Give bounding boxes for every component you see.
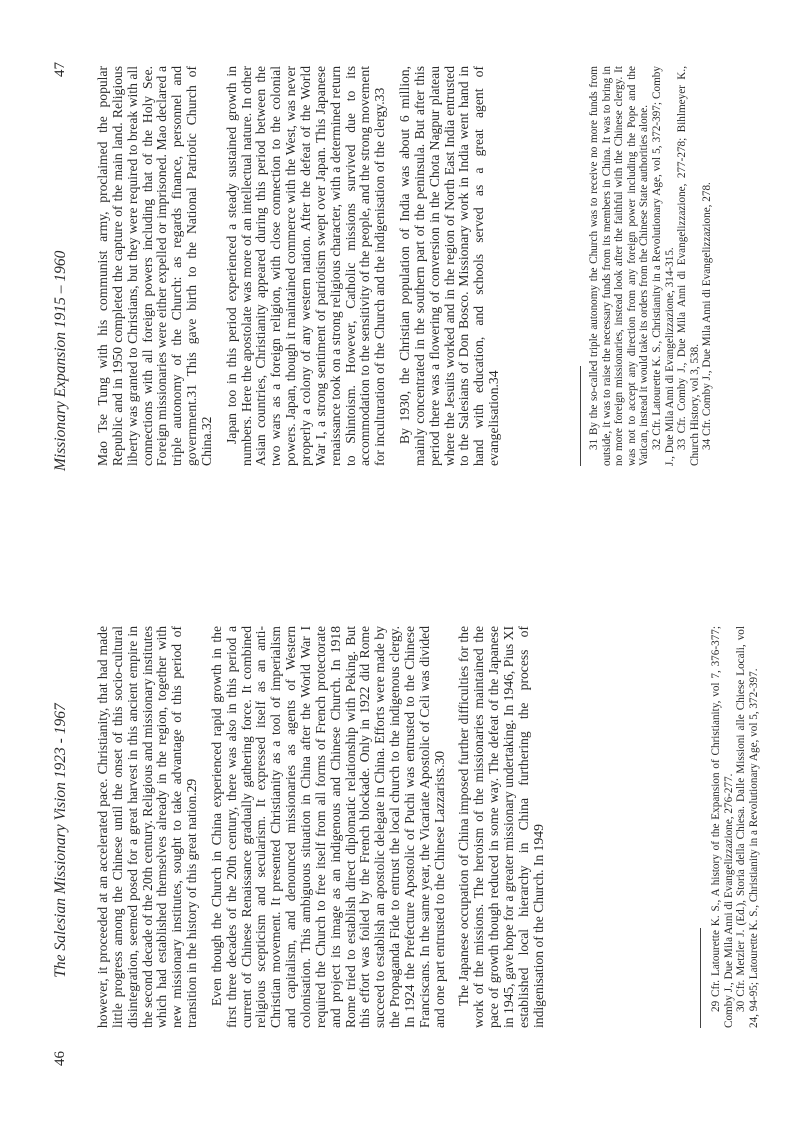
page-number: 47 [52,62,68,77]
footnote: 29 Cfr. Latourette K. S., A history of the Expansion of Christianity, vol 7, 376-377; Comby J., Due Mila Anni di Evangelizzazione, 276-277. [710,626,735,1028]
left-page [0,562,793,1123]
footnote-rule [700,928,701,1028]
paragraph-text: By 1930, the Christian population of India was about 6 million, mainly concentrated in the southern part of the peninsula. But after this period there was a flowering of conversion in the Chota Nagpur plateau where the Jesuits worked and in the region of North East India entrusted to the Salesians of Don Bosco. Missionary work in India went hand in hand with education, and schools served as a great agent of evangelisation.34 [397,66,502,466]
paragraph [96,66,215,466]
paragraph [225,66,388,466]
left-page-header [52,562,72,1123]
footnote-rule [580,366,581,466]
paragraph-text: Even though the Church in China experienced rapid growth in the first three decades of the 20th century, there was also in this period a current of Chinese Renaissance gradually gathering force. It combined religious scepticism and secularism. It expressed itself as an anti-Christian movement. It presented Christianity as a tool of imperialism and capitalism, and denounced missionaries as agents of Western colonisation. This ambiguous situation in China after the World War I required the Church to free itself from all forms of French protectorate and project its image as an indigenous and Chinese Church. In 1918 Rome tried to establish direct diplomatic relationship with Peking. But this effort was foiled by the French blockade. Only in 1922 did Rome succeed to establish an apostolic delegate in China. Efforts were made by the Propaganda Fide to entrust the local church to the indigenous clergy. In 1924 the Prefecture Apostolic of Puchi was entrusted to the Chinese Franciscans. In the same year, the Vicariate Apostolic of Celi was divided and one part entrusted to the Chinese Lazzarists.30 [208,626,447,1028]
paragraph-text: however, it proceeded at an accelerated pace. Christianity, that had made little progress among the Chinese until the onset of this socio-cultural disintegration, seemed posed for a great harvest in this ancient empire in the second decade of the 20th century. Religious and missionary institutes which had established themselves already in the region, together with new missionary institutes, sought to take advantage of this period of transition in the history of this great nation.29 [95,626,200,1028]
left-footnotes [710,626,760,1028]
footnote: 30 Cfr. Metzler J. (Ed.), Storia della Chiesa. Dalle Missioni alle Chiese Locali, vol 24, 94-95; Latourette K. S., Christianity in a Revolutionary Age, vol 5, 372-397. [735,626,760,1028]
paragraph [96,626,200,1028]
right-page [0,0,793,561]
footnote: 34 Cfr. Comby J., Due Mila Anni di Evangelizzazione, 278. [701,182,714,450]
footnote: 32 Cfr. Latourette K. S., Christianity in a Revolutionary Age, vol 5, 372-397; Comby J., Due Mila Anni di Evangelizzazione, 314-315. [650,66,676,466]
page-number: 46 [52,1051,68,1066]
paragraph [210,626,448,1028]
footnote: 33 Cfr. Comby J., Due Mila Anni di Evangelizzazione, 277-278; Bihlmeyer K., Church History, vol 3, 538. [676,66,701,466]
right-page-header [52,0,72,561]
right-body-text [96,66,512,466]
running-head: Missionary Expansion 1915 – 1960 [52,250,69,471]
paragraph-text: Japan too in this period experienced a steady sustained growth in numbers. Here the apostolate was more of an intellectual nature. In other Asian countries, Christianity appeared during this period between the two wars as a foreign religion, with close connection to the colonial powers. Japan, though it maintained commerce with the West, was never properly a colony of any western nation. After the defeat of the World War I, a strong sentiment of patriotism swept over Japan. This Japanese renaissance took on a strong religious character, with a determined return to Shintoism. However, Catholic missions survived due to its accommodation to the sensitivity of the people, and the strong movement for inculturation of the Church and the indigenisation of the clergy.33 [223,66,388,466]
paragraph-text: The Japanese occupation of China imposed further difficulties for the work of the missions. The heroism of the missionaries maintained the pace of growth though reduced in some way. The defeat of the Japanese in 1945, gave hope for a greater missionary undertaking. In 1946, Pius XI established local hierarchy in China furthering the process of indigenisation of the Church. In 1949 [456,626,546,1028]
running-head: The Salesian Missionary Vision 1923 - 1967 [52,703,69,978]
right-footnotes [588,66,714,466]
paragraph [398,66,502,466]
left-body-text [96,626,556,1028]
footnote: 31 By the so-called triple autonomy the Church was to receive no more funds from outside, it was to raise the necessary funds from its members in China. It was to bring in no more foreign missionaries, instead look after the faithful with the Chinese clergy. It was not to accept any direction from any foreign power including the Pope and the Vatican, instead it would take its orders from the Chinese State authorities alone. [588,66,651,466]
paragraph [457,626,546,1028]
paragraph-text: Mao Tse Tung with his communist army, proclaimed the popular Republic and in 1950 completed the capture of the main land. Religious liberty was granted to Christians, but they were required to break with all connections with all foreign powers including that of the Holy See. Foreign missionaries were either expelled or imprisoned. Mao declared a triple autonomy of the Church: as regards finance, personnel and government.31 This gave birth to the National Patriotic Church of China.32 [95,66,214,466]
